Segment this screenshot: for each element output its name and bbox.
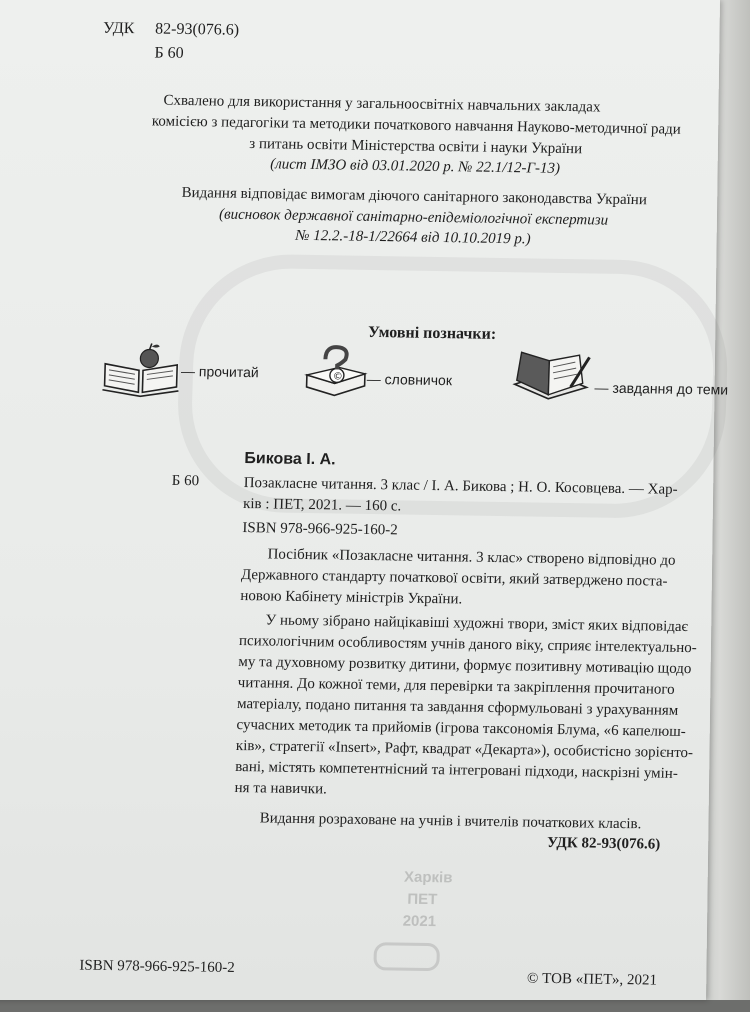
approval-line-3: з питань освіти Міністерства освіти і науки України (249, 135, 583, 158)
para2-line-7: ків», стратегії «Insert», Рафт, квадрат «Декарта»), особистісно зорієнто- (235, 737, 694, 762)
legend-label-task: — завдання до теми (594, 379, 729, 398)
legend-item-read (100, 342, 182, 404)
description-paragraph-3 (259, 808, 641, 835)
footer-copyright: © ТОВ «ПЕТ», 2021 (526, 970, 658, 989)
svg-text:©: © (332, 371, 344, 383)
para2-line-9: ня та навички. (234, 779, 328, 798)
udk-label: УДК (102, 19, 135, 38)
legend-item-dictionary (300, 343, 372, 413)
legend-label-read: — прочитай (180, 362, 259, 381)
catalog-isbn: ISBN 978-966-925-160-2 (242, 519, 398, 539)
book-question-mark-icon (300, 343, 372, 408)
catalog-bbk: Б 60 (171, 472, 200, 490)
para2-line-6: сучасних методик та прийомів (ігрова таксономія Блума, «6 капелюш- (236, 716, 687, 741)
para3-line-1: Видання розраховане на учнів і вчителів початкових класів. (259, 810, 642, 833)
para2-line-8: вані, містять компетентнісний та інтегровані підходи, наскрізні умін- (235, 758, 679, 782)
sanitary-line-1: Видання відповідає вимогам діючого санітарного законодавства України (181, 184, 648, 209)
open-book-apple-icon (100, 342, 182, 399)
catalog-line-2: ків : ПЕТ, 2021. — 160 с. (242, 495, 402, 515)
para1-line-1: Посібник «Позакласне читання. 3 клас» створено відповідно до (267, 546, 676, 569)
sanitary-line-3: № 12.2.-18-1/22664 від 10.10.2019 р.) (295, 227, 531, 248)
description-paragraph-1 (240, 544, 676, 614)
para2-line-2: психологічним особливостям учнів даного віку, сприяє інтелектуально- (238, 632, 697, 657)
legend-label-dictionary: — словничок (366, 370, 453, 389)
author-name: Бикова І. А. (244, 449, 336, 469)
catalog-line-1: Позакласне читання. 3 клас / І. А. Бикова ; Н. О. Косовцева. — Хар- (243, 474, 678, 498)
ghost-imprint-city: Харків (403, 868, 453, 887)
approval-line-1: Схвалено для використання у загальноосвітніх навчальних закладах (163, 92, 601, 116)
approval-line-2: комісією з педагогіки та методики початкового навчання Науково-методичної ради (151, 113, 682, 138)
ghost-publisher-logo (373, 942, 440, 971)
para1-line-2: Державного стандарту початкової освіти, який затверджено поста- (240, 566, 668, 590)
approval-line-4: (лист ІМЗО від 03.01.2020 р. № 22.1/12-Г-13) (269, 156, 561, 177)
catalog-udk-bottom: УДК 82-93(076.6) (546, 834, 661, 853)
footer-isbn: ISBN 978-966-925-160-2 (79, 957, 235, 977)
description-paragraph-2 (234, 610, 697, 806)
legend-title: Умовні позначки: (367, 323, 497, 343)
sanitary-line-2: (висновок державної санітарно-епідеміологічної експертизи (218, 206, 609, 229)
para1-line-3: новою Кабінету міністрів України. (240, 587, 463, 608)
para2-line-3: му та духовному розвитку дитини, формує позитивну мотивацію щодо (238, 653, 692, 678)
bbk-code: Б 60 (154, 44, 184, 62)
para2-line-4: читання. До кожної теми, для перевірки та закріплення прочитаного (237, 674, 675, 698)
ghost-imprint-year: 2021 (402, 912, 437, 931)
legend-item-task (508, 350, 594, 416)
para2-line-1: У ньому зібрано найцікавіші художні твори, зміст яких відповідає (265, 612, 689, 636)
para2-line-5: матеріалу, подано питання та завдання сформульовані з урахуванням (236, 695, 679, 719)
udk-code: 82-93(076.6) (154, 20, 240, 39)
ghost-imprint-publisher: ПЕТ (407, 890, 438, 909)
notebook-pencil-icon (508, 350, 594, 411)
